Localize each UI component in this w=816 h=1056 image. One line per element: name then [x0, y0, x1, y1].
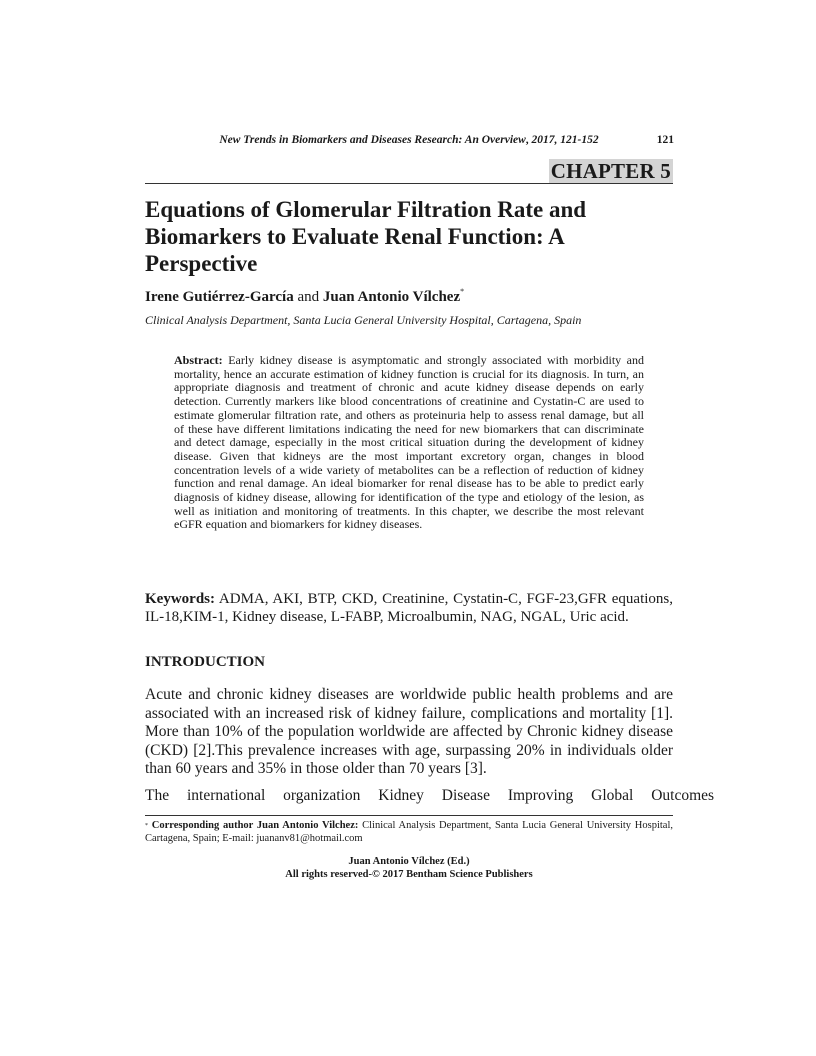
keywords-label: Keywords: — [145, 591, 215, 607]
chapter-label: CHAPTER 5 — [550, 159, 671, 183]
footnote-text: Clinical Analysis Department, Santa Lucia General University Hospital, Cartagena, Spain; E-mail: juananv81@hotmail.com — [145, 820, 674, 844]
page-number: 121 — [656, 134, 674, 146]
abstract-text: Early kidney disease is asymptomatic and strongly associated with morbidity and mortality, hence an accurate estimation of kidney function is crucial for its diagnosis. In turn, an appropriate diagnosis and treatment of chronic and acute kidney disease depends on early detection. Currently markers like blood concentrations of creatinine and Cystatin-C are used to estimate glomerular filtration rate, and others as proteinuria help to assess renal damage, but all of these have different limitations indicating the need for new biomarkers that can discriminate and detect damage, especially in the most critical situation during the development of kidney disease. Given that kidneys are the most important excretory organ, changes in blood concentration levels of a wide variety of metabolites can be a reflection of reduction of kidney function and renal damage. An ideal biomarker for renal disease has to be able to predict early diagnosis of kidney disease, allowing for identification of the type and etiology of the lesion, as well as initiation and monitoring of treatments. In this chapter, we describe the most relevant eGFR equation and biomarkers for kidney diseases. — [174, 353, 645, 532]
abstract — [174, 354, 644, 532]
author-1: Irene Gutiérrez-García — [145, 289, 294, 305]
footnote-mark: * — [145, 823, 148, 829]
section-heading-introduction: INTRODUCTION — [145, 654, 266, 670]
author-conjunction: and — [297, 289, 320, 305]
footnote-label: Corresponding author Juan Antonio Vilchez: — [151, 820, 359, 831]
footnote-rule — [145, 815, 673, 816]
keywords-text: ADMA, AKI, BTP, CKD, Creatinine, Cystatin-C, FGF-23,GFR equations, IL-18,KIM-1, Kidney disease, L-FABP, Microalbumin, NAG, NGAL, Uric acid. — [145, 591, 673, 625]
publisher-block — [145, 856, 673, 881]
footnote — [145, 820, 673, 845]
running-head: New Trends in Biomarkers and Diseases Research: An Overview, 2017, 121-152 — [219, 134, 599, 146]
introduction-paragraph-1: Acute and chronic kidney diseases are worldwide public health problems and are associated with an increased risk of kidney failure, complications and mortality [1]. More than 10% of the population worldwide are affected by Chronic kidney disease (CKD) [2].This prevalence increases with age, surpassing 20% in individuals older than 60 years and 35% in those older than 70 years [3]. — [145, 686, 673, 778]
publisher-rights: All rights reserved-© 2017 Bentham Science Publishers — [285, 868, 533, 880]
journal-year-pages: 2017, 121-152 — [531, 134, 599, 146]
header-rule — [145, 183, 673, 184]
journal-title: New Trends in Biomarkers and Diseases Research: An Overview — [219, 134, 526, 146]
author-line — [145, 289, 464, 306]
author-2: Juan Antonio Vílchez — [322, 289, 461, 305]
corresponding-mark: * — [460, 287, 465, 296]
affiliation: Clinical Analysis Department, Santa Lucia General University Hospital, Cartagena, Spain — [145, 313, 582, 327]
abstract-label: Abstract: — [174, 353, 223, 367]
introduction-paragraph-2: The international organization Kidney Disease Improving Global Outcomes — [145, 787, 715, 804]
publisher-editor: Juan Antonio Vílchez (Ed.) — [348, 856, 470, 867]
chapter-title: Equations of Glomerular Filtration Rate and Biomarkers to Evaluate Renal Function: A Perspective — [145, 197, 587, 276]
keywords — [145, 590, 673, 626]
